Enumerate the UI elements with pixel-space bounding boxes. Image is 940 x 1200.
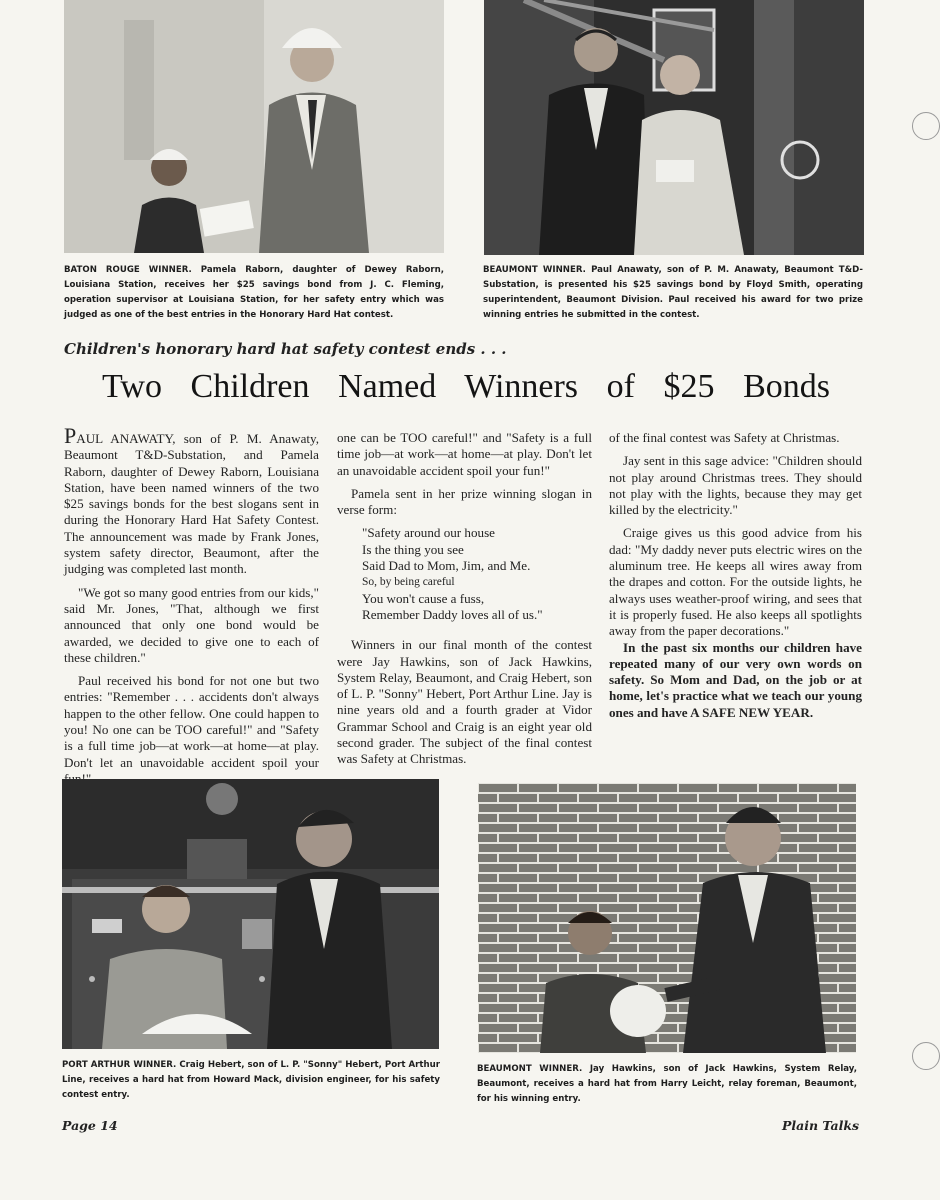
article-paragraph-8: In the past six months our children have repeated many of our very own words on safety. So Mom and Dad, on the job or at home, let's practice what we teach our young ones and have A SAFE NEW YEAR. [609,639,862,720]
caption-beaumont-winner-paul: BEAUMONT WINNER. Paul Anawaty, son of P. M. Anawaty, Beaumont T&D-Substation, is presented his $25 savings bond by Floyd Smith, operating superintendent, Beaumont Division. Paul received his award for two prize winning entries he submitted in the contest. [483,265,863,320]
article-paragraph-1: AUL ANAWATY, son of P. M. Anawaty, Beaumont T&D-Substation, and Pamela Raborn, daughter of Dewey Raborn, Louisiana Station, have been named winners of the two $25 savings bonds for the best slogans sent in during the Honorary Hard Hat Safety Contest. The announcement was made by Frank Jones, system safety director, Beaumont, after the judging was completed last month. [64,431,319,577]
binder-hole [912,1042,940,1070]
publication-name: Plain Talks [782,1118,860,1133]
article-headline: Two Children Named Winners of $25 Bonds [102,368,830,405]
verse-line: Said Dad to Mom, Jim, and Me. [362,558,531,574]
verse-line: Is the thing you see [362,541,464,557]
article-column-1 [64,423,319,770]
caption-baton-rouge-winner: BATON ROUGE WINNER. Pamela Raborn, daughter of Dewey Raborn, Louisiana Station, receives her $25 savings bond from J. C. Fleming, operation supervisor at Louisiana Station, for her safety entry which was judged as one of the best entries in the Honorary Hard Hat contest. [64,265,444,320]
drop-cap: P [64,423,77,448]
verse-line: Remember Daddy loves all of us." [362,606,543,622]
photo-port-arthur-winner [62,779,439,1049]
article-paragraph-3-continued: one can be TOO careful!" and "Safety is a full time job—at work—at home—at play. Don't let an unavoidable accident spoil your fun!" [337,430,592,478]
verse-line: So, by being careful [362,576,455,589]
photo-beaumont-winner-paul [484,0,864,255]
article-paragraph-4: Pamela sent in her prize winning slogan in verse form: [337,485,592,518]
photo-baton-rouge-winner [64,0,444,253]
article-paragraph-3: Paul received his bond for not one but two entries: "Remember . . . accidents don't always happen to the other fellow. One could happen to you! No one can be TOO careful!" and "Safety is a full time job—at work—at home—at play. Don't let an unavoidable accident spoil your [64,673,319,770]
article-paragraph-5-continued: of the final contest was Safety at Christmas. [609,430,840,445]
verse-slogan [362,525,592,623]
verse-line: "Safety around our house [362,525,495,541]
article-kicker: Children's honorary hard hat safety contest ends . . . [64,340,507,358]
caption-beaumont-winner-jay: BEAUMONT WINNER. Jay Hawkins, son of Jack Hawkins, System Relay, Beaumont, receives a hard hat from Harry Leicht, relay foreman, Beaumont, for his winning entry. [477,1064,857,1104]
binder-hole [912,112,940,140]
article-paragraph-5: Winners in our final month of the contest were Jay Hawkins, son of Jack Hawkins, System Relay, Beaumont, and Craig Hebert, son of L. P. "Sonny" Hebert, Port Arthur Line. Jay is nine years old and a fourth grader at Vidor Grammar School and Craig is an eight year old second grader. The subject of the final contest was Safety at Christmas. [337,637,592,767]
caption-port-arthur-winner: PORT ARTHUR WINNER. Craig Hebert, son of L. P. "Sonny" Hebert, Port Arthur Line, receives a hard hat from Howard Mack, division engineer, for his safety contest entry. [62,1060,440,1100]
article-column-3 [609,430,862,728]
article-column-2 [337,430,592,767]
article-paragraph-6: Jay sent in this sage advice: "Children should not play around Christmas trees. They should not play with the lights, because they may get killed by the electricity." [609,453,862,518]
article-paragraph-7: Craige gives us this good advice from his dad: "My daddy never puts electric wires on the aluminum tree. He keeps all wires away from the drapes and cotton. For the outside lights, he always uses weather-proof wiring, and sees that it is properly fused. He also keeps all spotlights away from the paper decorations." [609,525,862,639]
page-number: Page 14 [62,1118,118,1133]
photo-beaumont-winner-jay [478,783,856,1053]
article-paragraph-2: "We got so many good entries from our kids," said Mr. Jones, "That, although we first announced that only one bond would be awarded, we decided to give one to each of these children." [64,584,319,665]
verse-line: You won't cause a fuss, [362,590,485,606]
